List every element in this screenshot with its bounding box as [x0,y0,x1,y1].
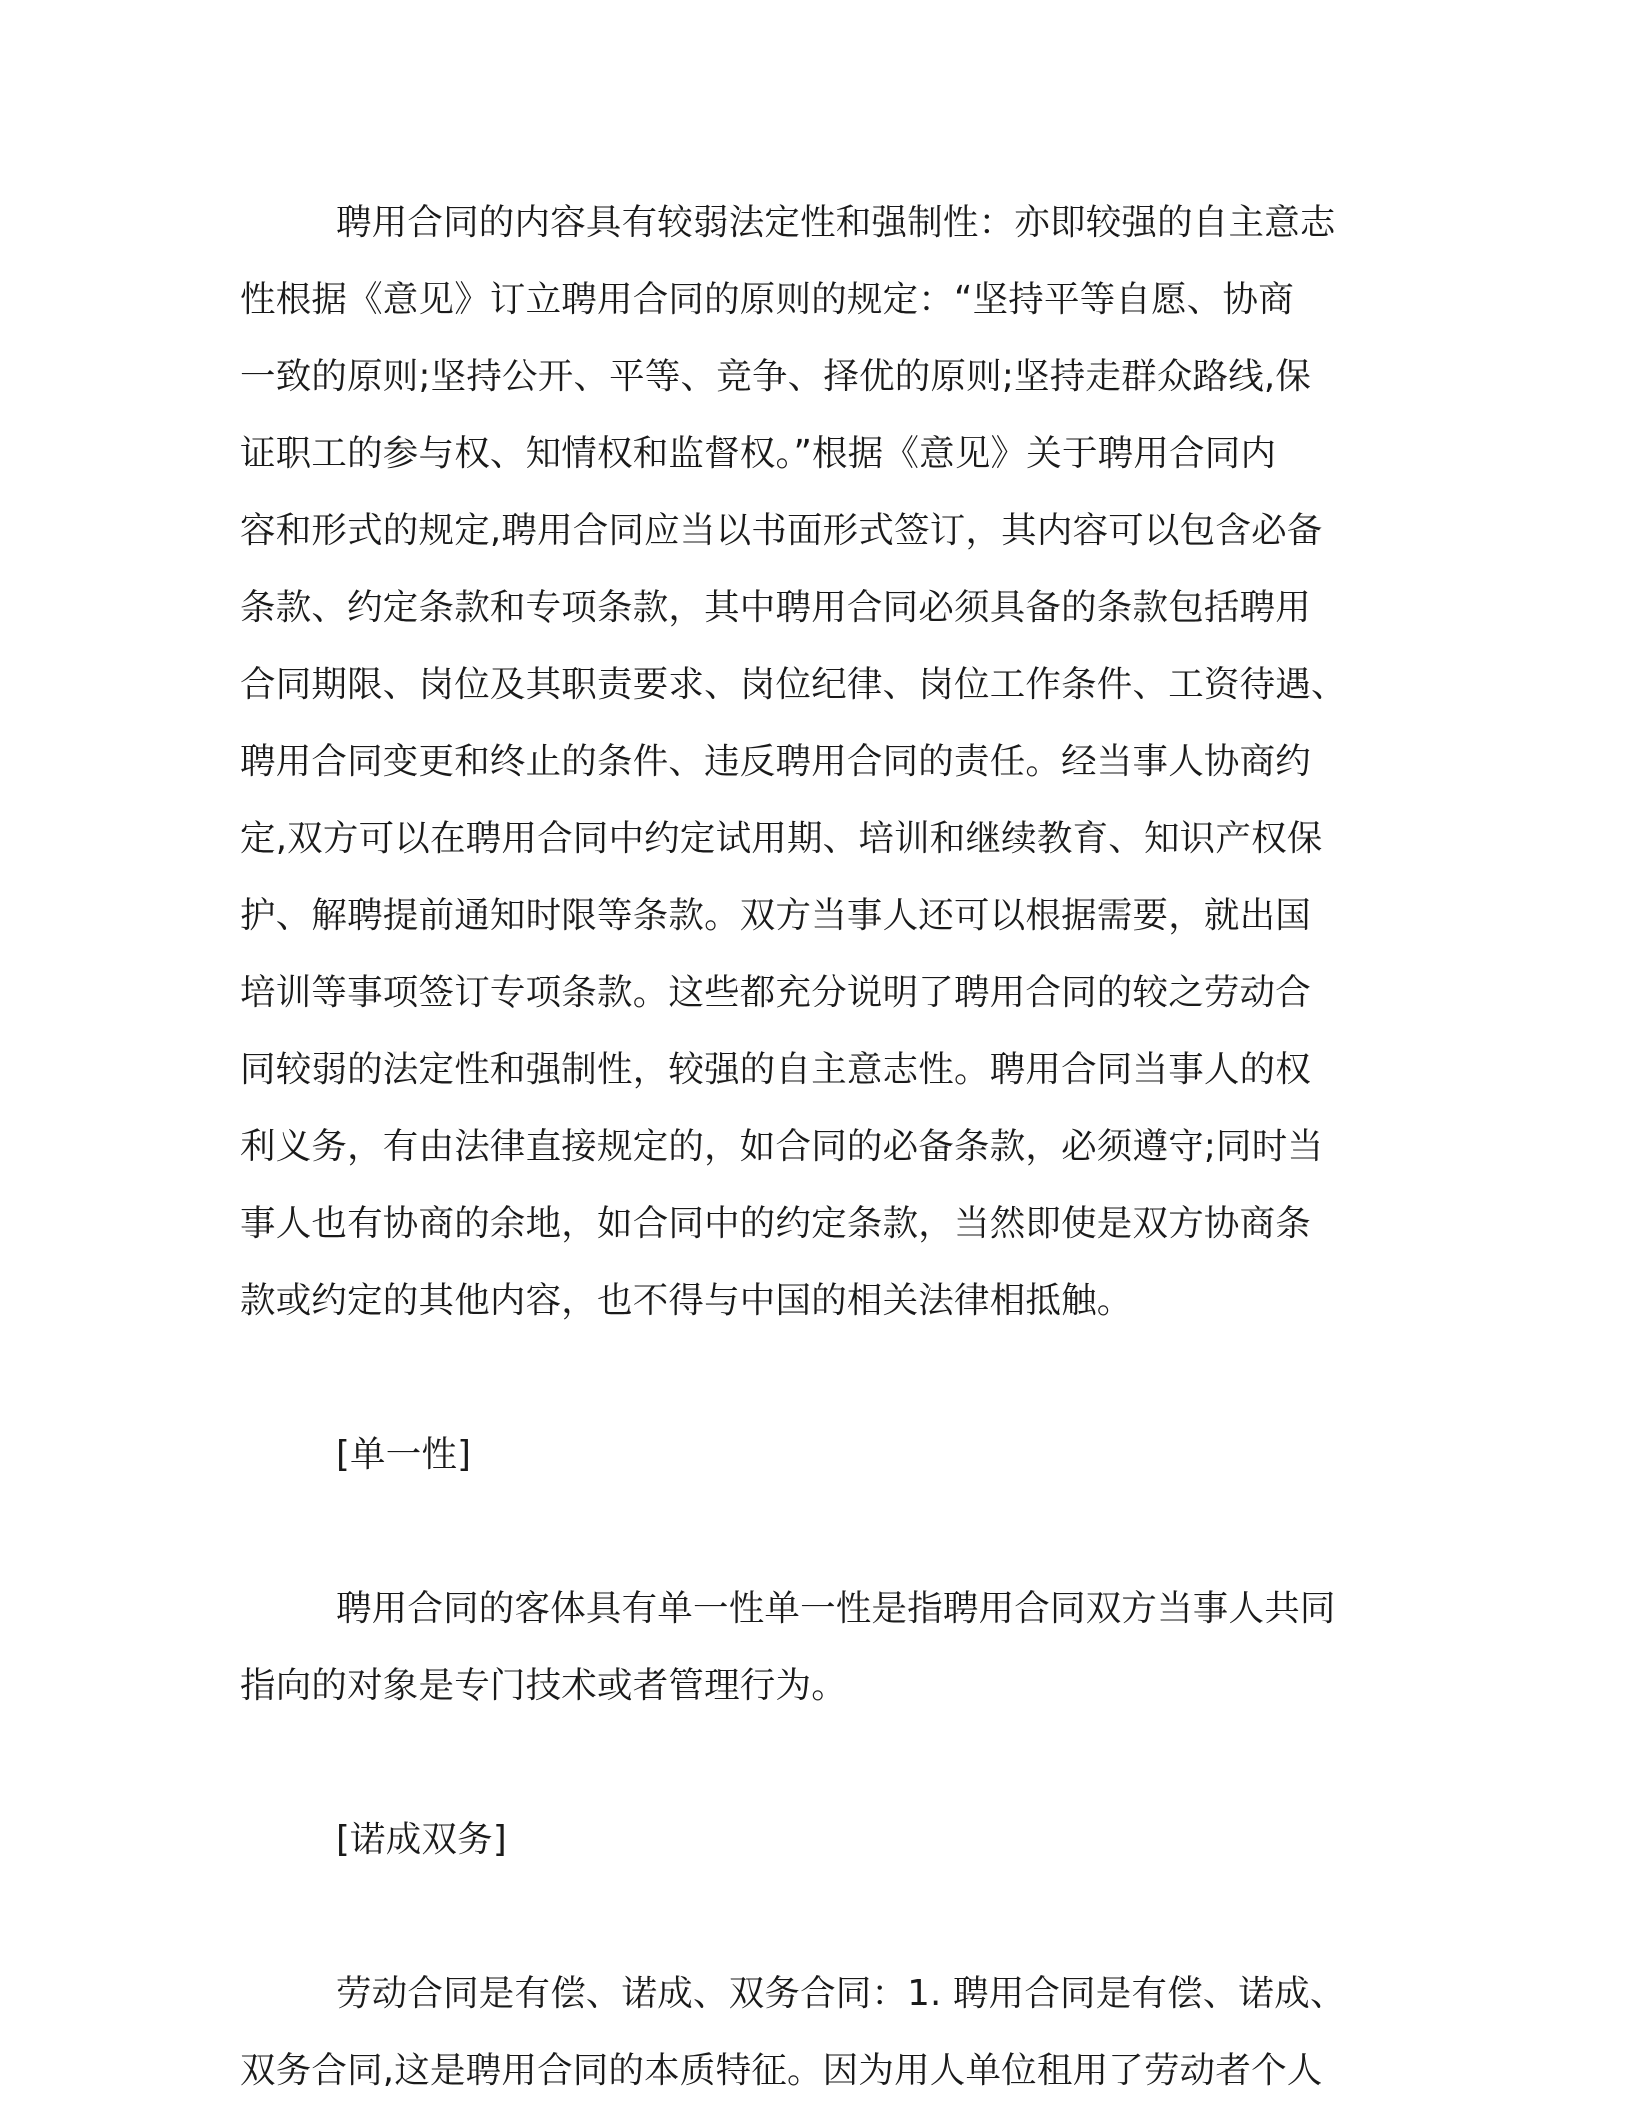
text-line: 款或约定的其他内容，也不得与中国的相关法律相抵触。 [240,1280,1133,1321]
paragraph-spacing [240,1493,1380,1570]
document-body [240,184,1380,2109]
paragraph-contract-content [240,184,1380,1339]
paragraph-bilateral [240,1955,1380,2109]
section-heading-bilateral: [诺成双务] [336,1819,507,1860]
section-heading-singularity: [单一性] [336,1434,472,1475]
text-line: 条款、约定条款和专项条款，其中聘用合同必须具备的条款包括聘用 [240,587,1312,628]
text-line: 聘用合同的客体具有单一性单一性是指聘用合同双方当事人共同 [336,1588,1336,1629]
text-line: 事人也有协商的余地，如合同中的约定条款，当然即使是双方协商条 [240,1203,1312,1244]
text-line: 证职工的参与权、知情权和监督权。”根据《意见》关于聘用合同内 [240,433,1277,474]
text-line: 培训等事项签订专项条款。这些都充分说明了聘用合同的较之劳动合 [240,972,1312,1013]
text-line: 容和形式的规定,聘用合同应当以书面形式签订，其内容可以包含必备 [240,510,1323,551]
text-line: 定,双方可以在聘用合同中约定试用期、培训和继续教育、知识产权保 [240,818,1323,859]
text-line: 性根据《意见》订立聘用合同的原则的规定：“坚持平等自愿、协商 [240,279,1294,320]
text-line: 护、解聘提前通知时限等条款。双方当事人还可以根据需要，就出国 [240,895,1312,936]
paragraph-singularity [240,1570,1380,1724]
text-line: 双务合同,这是聘用合同的本质特征。因为用人单位租用了劳动者个人 [240,2050,1323,2091]
text-line: 聘用合同的内容具有较弱法定性和强制性：亦即较强的自主意志 [336,202,1336,243]
text-line: 同较弱的法定性和强制性，较强的自主意志性。聘用合同当事人的权 [240,1049,1312,1090]
text-line: 利义务，有由法律直接规定的，如合同的必备条款，必须遵守;同时当 [240,1126,1324,1167]
text-line: 劳动合同是有偿、诺成、双务合同：1. 聘用合同是有偿、诺成、 [336,1973,1346,2014]
text-line: 合同期限、岗位及其职责要求、岗位纪律、岗位工作条件、工资待遇、 [240,664,1347,705]
paragraph-spacing [240,1724,1380,1801]
paragraph-spacing [240,1339,1380,1416]
text-line: 指向的对象是专门技术或者管理行为。 [240,1665,847,1706]
paragraph-spacing [240,1878,1380,1955]
text-line: 聘用合同变更和终止的条件、违反聘用合同的责任。经当事人协商约 [240,741,1312,782]
text-line: 一致的原则;坚持公开、平等、竞争、择优的原则;坚持走群众路线,保 [240,356,1312,397]
